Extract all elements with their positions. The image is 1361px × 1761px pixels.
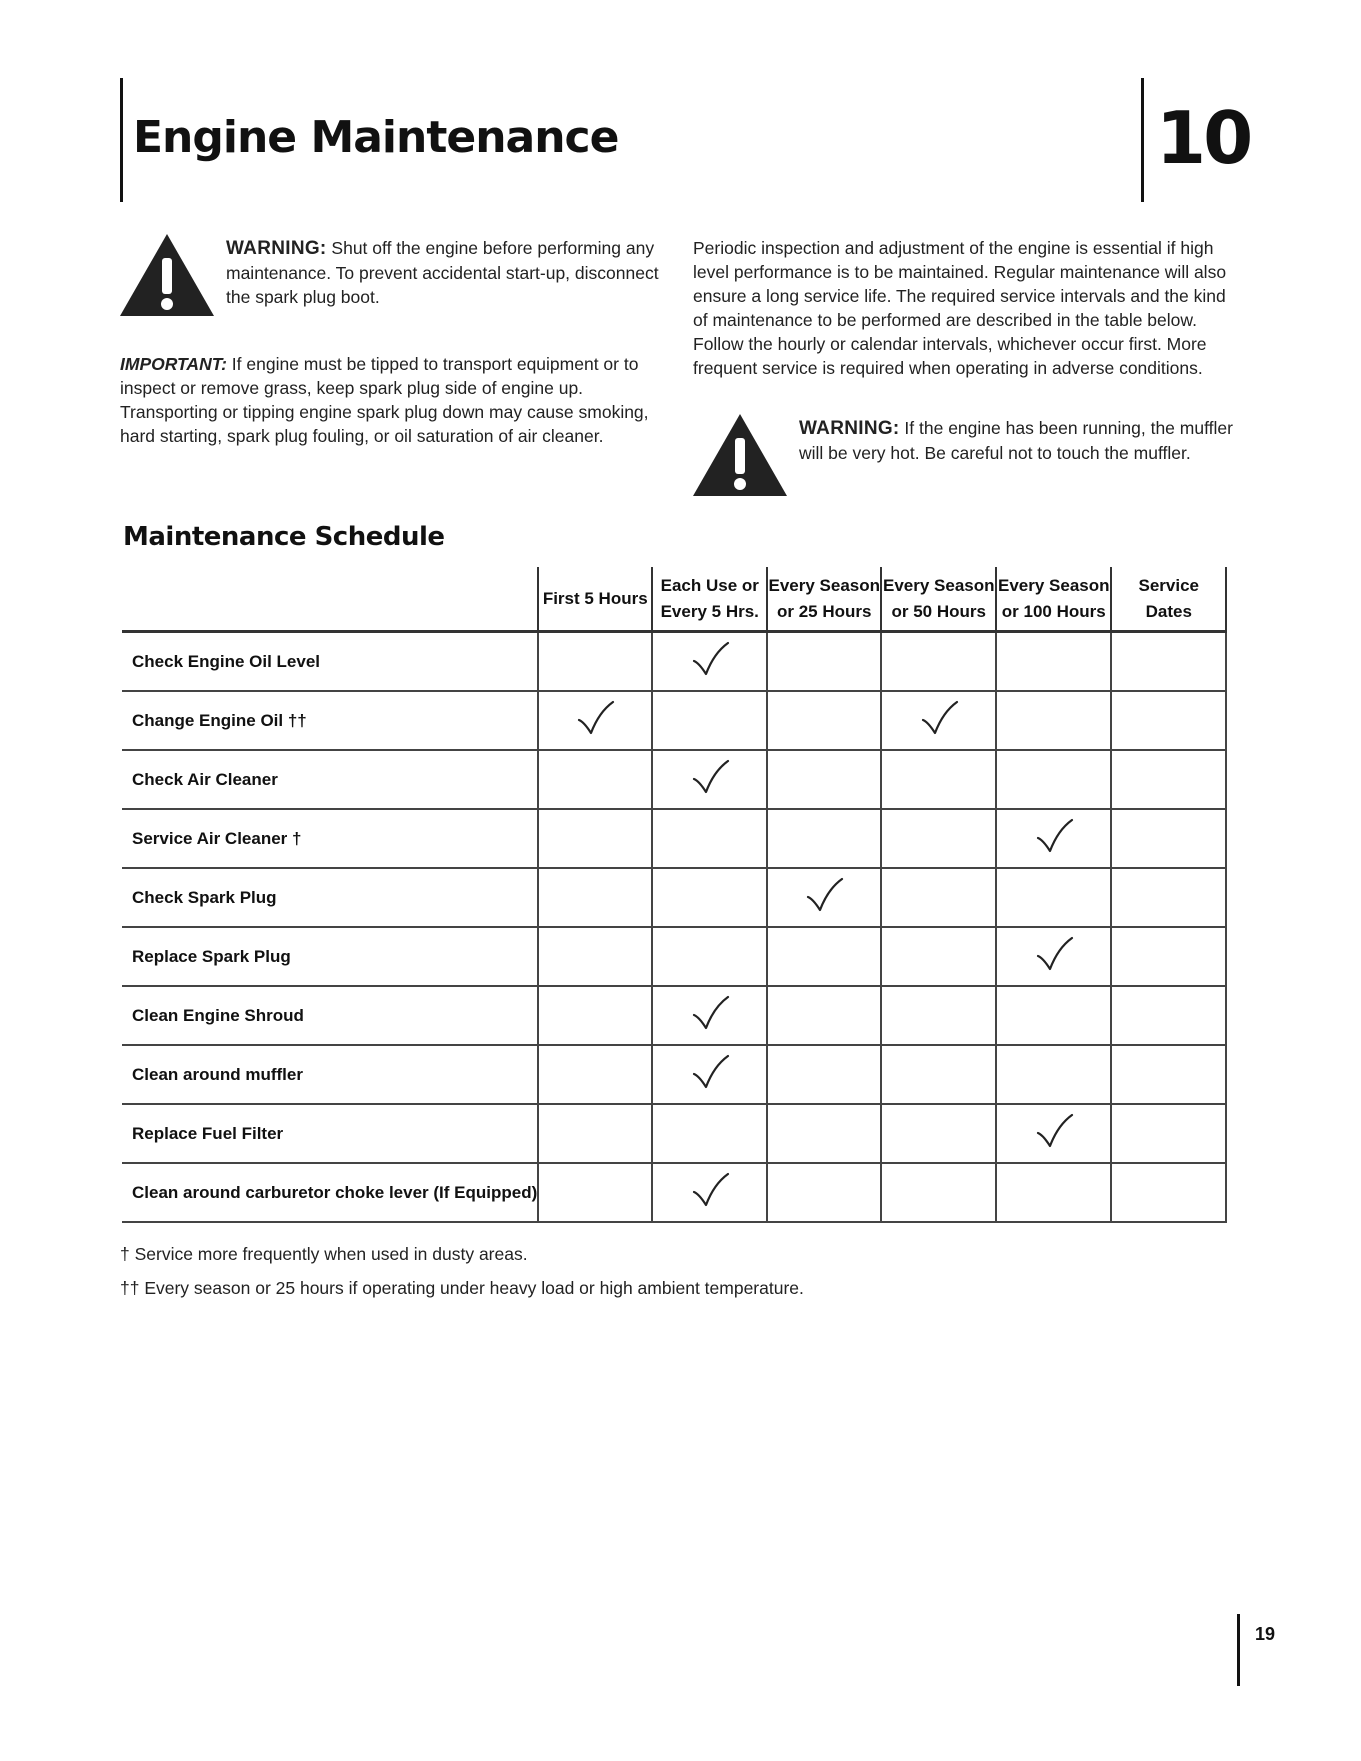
schedule-cell (538, 927, 652, 986)
schedule-cell (996, 868, 1111, 927)
schedule-cell (881, 632, 996, 692)
warning-label: WARNING: (226, 238, 327, 259)
header-line: Every Season (997, 575, 1110, 595)
task-name: Change Engine Oil †† (122, 691, 538, 750)
maintenance-schedule-table (122, 567, 1227, 1223)
header-cell (538, 567, 652, 632)
checkmark-icon (690, 641, 730, 677)
header-line: Service (1138, 575, 1199, 595)
checkmark-icon (690, 1054, 730, 1090)
header-cell (881, 567, 996, 632)
schedule-cell (881, 868, 996, 927)
task-name: Service Air Cleaner † (122, 809, 538, 868)
header-line: Each Use or (660, 575, 759, 595)
schedule-cell (1111, 1104, 1226, 1163)
table-row (122, 986, 1226, 1045)
checkmark-icon (1034, 818, 1074, 854)
schedule-cell (881, 691, 996, 750)
chapter-number: 10 (1156, 96, 1251, 180)
checkmark-icon (919, 700, 959, 736)
schedule-cell (1111, 927, 1226, 986)
schedule-cell (767, 1104, 881, 1163)
intro-paragraph: Periodic inspection and adjustment of the engine is essential if high level performance is to be maintained. Regular maintenance will also ensure a long service life. The required service intervals and the kind of maintenance to be performed are described in the table below. Follow the hourly or calendar intervals, whichever occur first. More frequent service is required when operating in adverse conditions. (693, 238, 1227, 378)
schedule-cell (881, 986, 996, 1045)
schedule-cell (996, 750, 1111, 809)
schedule-cell (767, 632, 881, 692)
header-line: or 25 Hours (777, 601, 872, 621)
schedule-cell (767, 986, 881, 1045)
schedule-cell (767, 868, 881, 927)
header-line: or 100 Hours (1001, 601, 1106, 621)
schedule-cell (538, 868, 652, 927)
schedule-cell (767, 750, 881, 809)
schedule-cell (652, 1163, 767, 1222)
schedule-cell (538, 986, 652, 1045)
schedule-cell (1111, 691, 1226, 750)
table-row (122, 750, 1226, 809)
schedule-cell (538, 1104, 652, 1163)
schedule-cell (652, 1104, 767, 1163)
schedule-cell (996, 1104, 1111, 1163)
schedule-cell (1111, 868, 1226, 927)
warning-text: Shut off the engine before performing any maintenance. To prevent accidental start-up, disconnect the spark plug boot. (226, 238, 659, 307)
table-header-row (122, 567, 1226, 632)
important-label: IMPORTANT: (120, 354, 227, 374)
schedule-cell (1111, 632, 1226, 692)
schedule-cell (652, 632, 767, 692)
schedule-cell (538, 632, 652, 692)
task-name: Check Spark Plug (122, 868, 538, 927)
schedule-cell (1111, 1045, 1226, 1104)
schedule-cell (652, 927, 767, 986)
page-title: Engine Maintenance (133, 112, 619, 163)
checkmark-icon (690, 1172, 730, 1208)
warning-label: WARNING: (799, 418, 900, 439)
warning-muffler-hot (799, 416, 1239, 465)
header-cell (767, 567, 881, 632)
table-row (122, 927, 1226, 986)
schedule-cell (538, 809, 652, 868)
schedule-cell (652, 868, 767, 927)
header-cell-empty (122, 567, 538, 632)
schedule-cell (996, 927, 1111, 986)
schedule-cell (652, 986, 767, 1045)
header-left-rule (120, 78, 123, 202)
schedule-cell (652, 691, 767, 750)
schedule-cell (881, 1045, 996, 1104)
task-name: Clean Engine Shroud (122, 986, 538, 1045)
schedule-cell (881, 1163, 996, 1222)
schedule-cell (767, 691, 881, 750)
header-right-rule (1141, 78, 1144, 202)
header-line: Every Season (882, 575, 995, 595)
checkmark-icon (575, 700, 615, 736)
table-row (122, 1163, 1226, 1222)
table-row (122, 1045, 1226, 1104)
header-line: or 50 Hours (891, 601, 986, 621)
header-cell (652, 567, 767, 632)
task-name: Clean around muffler (122, 1045, 538, 1104)
schedule-cell (538, 1045, 652, 1104)
task-name: Check Air Cleaner (122, 750, 538, 809)
schedule-cell (996, 1163, 1111, 1222)
warning-triangle-icon (691, 412, 789, 503)
header-line: Every 5 Hrs. (660, 601, 759, 621)
schedule-cell (996, 632, 1111, 692)
header-cell (1111, 567, 1226, 632)
schedule-cell (1111, 750, 1226, 809)
schedule-cell (881, 927, 996, 986)
schedule-cell (652, 1045, 767, 1104)
schedule-cell (996, 809, 1111, 868)
header-line: First 5 Hours (542, 588, 648, 608)
footnote-double-dagger: †† Every season or 25 hours if operating under heavy load or high ambient temperature. (120, 1278, 804, 1298)
schedule-cell (767, 1045, 881, 1104)
task-name: Replace Fuel Filter (122, 1104, 538, 1163)
checkmark-icon (1034, 936, 1074, 972)
task-name: Check Engine Oil Level (122, 632, 538, 692)
schedule-cell (538, 1163, 652, 1222)
schedule-cell (538, 691, 652, 750)
footnote-dagger: † Service more frequently when used in dusty areas. (120, 1244, 528, 1264)
page-number: 19 (1255, 1624, 1276, 1644)
schedule-cell (1111, 809, 1226, 868)
schedule-cell (881, 809, 996, 868)
important-text: If engine must be tipped to transport equipment or to inspect or remove grass, keep spark plug side of engine up. Transporting or tipping engine spark plug down may cause smoking, hard starting, spark plug fouling, or oil saturation of air cleaner. (120, 354, 649, 446)
checkmark-icon (690, 759, 730, 795)
schedule-cell (538, 750, 652, 809)
task-name: Clean around carburetor choke lever (If Equipped) (122, 1163, 538, 1222)
schedule-cell (996, 691, 1111, 750)
task-name: Replace Spark Plug (122, 927, 538, 986)
table-body (122, 632, 1226, 1223)
checkmark-icon (1034, 1113, 1074, 1149)
checkmark-icon (690, 995, 730, 1031)
section-title: Maintenance Schedule (123, 522, 445, 552)
schedule-cell (996, 1045, 1111, 1104)
schedule-cell (996, 986, 1111, 1045)
schedule-cell (1111, 1163, 1226, 1222)
schedule-cell (881, 1104, 996, 1163)
warning-maintenance (226, 236, 666, 309)
schedule-cell (767, 809, 881, 868)
table-row (122, 809, 1226, 868)
schedule-cell (881, 750, 996, 809)
schedule-cell (1111, 986, 1226, 1045)
schedule-cell (652, 809, 767, 868)
table-row (122, 632, 1226, 692)
header-line: Every Season (768, 575, 880, 595)
warning-triangle-icon (118, 232, 216, 323)
table-row (122, 868, 1226, 927)
checkmark-icon (804, 877, 844, 913)
schedule-cell (767, 927, 881, 986)
schedule-cell (767, 1163, 881, 1222)
table-row (122, 1104, 1226, 1163)
header-line: Dates (1145, 601, 1192, 621)
warning-text: If the engine has been running, the muffler will be very hot. Be careful not to touch the muffler. (799, 418, 1233, 463)
important-note (120, 352, 670, 448)
page-number-rule (1237, 1614, 1240, 1686)
schedule-cell (652, 750, 767, 809)
header-cell (996, 567, 1111, 632)
table-row (122, 691, 1226, 750)
